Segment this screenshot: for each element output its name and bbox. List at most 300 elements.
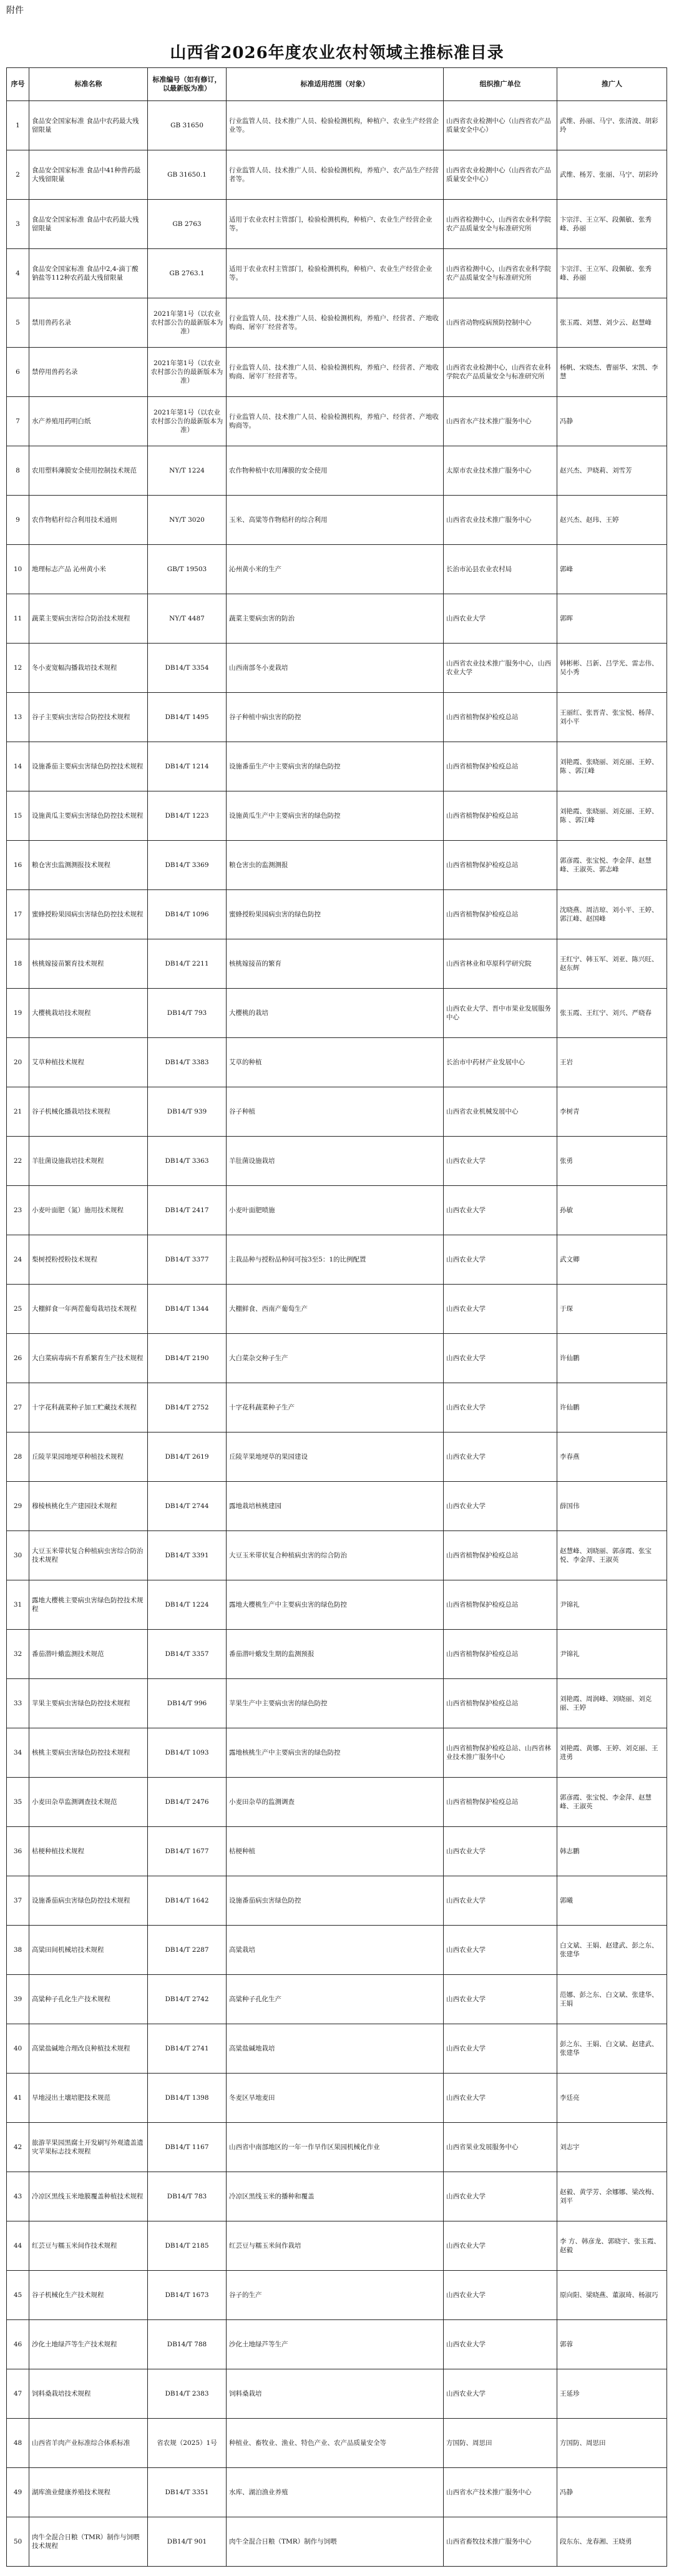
cell-no: 24 xyxy=(7,1235,29,1285)
table-row xyxy=(7,841,667,890)
table-row xyxy=(7,545,667,594)
cell-people: 郭彦霞、张宝悦、李金萍、赵慧峰、王淑英、郭志峰 xyxy=(557,841,667,890)
cell-unit: 太原市农业技术推广服务中心 xyxy=(444,446,557,496)
cell-scope: 肉牛全混合日粮（TMR）制作与饲喂 xyxy=(227,2517,444,2567)
cell-unit: 山西农业大学 xyxy=(444,1432,557,1482)
cell-scope: 山西省中南部地区的一年一作旱作区果园机械化作业 xyxy=(227,2123,444,2172)
cell-unit: 山西农业大学 xyxy=(444,594,557,644)
header-no: 序号 xyxy=(7,68,29,101)
cell-people: 韩志鹏 xyxy=(557,1827,667,1876)
table-row xyxy=(7,693,667,742)
cell-no: 31 xyxy=(7,1580,29,1630)
table-row xyxy=(7,1975,667,2024)
cell-scope: 谷子的生产 xyxy=(227,2271,444,2320)
cell-no: 45 xyxy=(7,2271,29,2320)
cell-name: 小麦田杂草监测调查技术规范 xyxy=(29,1778,148,1827)
header-code: 标准编号（如有修订，以最新版为准） xyxy=(148,68,227,101)
table-row xyxy=(7,101,667,150)
cell-unit: 山西省农业检测中心（山西省农产品质量安全中心） xyxy=(444,101,557,150)
cell-unit: 山西农业大学 xyxy=(444,1482,557,1531)
cell-no: 32 xyxy=(7,1630,29,1679)
cell-code: DB14/T 2752 xyxy=(148,1383,227,1432)
cell-people: 李树青 xyxy=(557,1087,667,1137)
cell-scope: 冬麦区旱地麦田 xyxy=(227,2074,444,2123)
cell-unit: 山西省植物保护检疫总站 xyxy=(444,1778,557,1827)
cell-unit: 山西省植物保护检疫总站 xyxy=(444,1580,557,1630)
cell-scope: 主栽品种与授粉品种间可按3至5：1的比例配置 xyxy=(227,1235,444,1285)
cell-no: 12 xyxy=(7,644,29,693)
table-row xyxy=(7,1334,667,1383)
cell-people: 郭晖 xyxy=(557,594,667,644)
cell-people: 尹锦礼 xyxy=(557,1580,667,1630)
table-row xyxy=(7,1630,667,1679)
cell-scope: 露地栽培核桃建园 xyxy=(227,1482,444,1531)
cell-code: GB 2763 xyxy=(148,200,227,249)
cell-unit: 山西农业大学 xyxy=(444,1876,557,1926)
cell-people: 郭彦霞、张宝悦、李金萍、赵慧峰、王淑英 xyxy=(557,1778,667,1827)
cell-scope: 适用于农业农村主管部门，检验检测机构，种植户、农业生产经营企业等。 xyxy=(227,200,444,249)
cell-unit: 山西省水产技术推广服务中心 xyxy=(444,2468,557,2517)
cell-unit: 山西农业大学 xyxy=(444,1186,557,1235)
table-row xyxy=(7,1383,667,1432)
cell-no: 26 xyxy=(7,1334,29,1383)
cell-no: 38 xyxy=(7,1926,29,1975)
table-row xyxy=(7,1285,667,1334)
cell-people: 王丽红、张晋青、张宝悦、杨萍、刘小平 xyxy=(557,693,667,742)
cell-unit: 山西省农业技术推广服务中心 xyxy=(444,496,557,545)
cell-unit: 山西农业大学 xyxy=(444,2074,557,2123)
table-row xyxy=(7,890,667,939)
cell-no: 8 xyxy=(7,446,29,496)
cell-name: 穆棱核桃化生产建园技术规程 xyxy=(29,1482,148,1531)
cell-people: 于琛 xyxy=(557,1285,667,1334)
cell-people: 武维、杨芳、张丽、马宁、胡彩玲 xyxy=(557,150,667,200)
table-row xyxy=(7,594,667,644)
cell-code: DB14/T 2287 xyxy=(148,1926,227,1975)
cell-people: 李廷亮 xyxy=(557,2074,667,2123)
cell-people: 王红宁、韩玉军、刘亚、陈兴旺、赵东辉 xyxy=(557,939,667,989)
cell-scope: 饲料桑栽培 xyxy=(227,2369,444,2419)
cell-no: 41 xyxy=(7,2074,29,2123)
cell-name: 农用塑料薄膜安全使用控制技术规范 xyxy=(29,446,148,496)
table-row xyxy=(7,348,667,397)
cell-code: DB14/T 3377 xyxy=(148,1235,227,1285)
cell-code: DB14/T 3351 xyxy=(148,2468,227,2517)
cell-no: 43 xyxy=(7,2172,29,2221)
cell-code: DB14/T 2741 xyxy=(148,2024,227,2074)
cell-no: 9 xyxy=(7,496,29,545)
cell-unit: 山西省农业检测中心，山西省农业科学院农产品质量安全与标准研究所 xyxy=(444,348,557,397)
cell-name: 羊肚菌设施栽培技术规程 xyxy=(29,1137,148,1186)
cell-name: 设施番茄主要病虫害绿色防控技术规程 xyxy=(29,742,148,791)
cell-unit: 山西省林业和草原科学研究院 xyxy=(444,939,557,989)
table-header-row xyxy=(7,68,667,101)
table-row xyxy=(7,298,667,348)
cell-name: 沙化土地绿芦等生产技术规程 xyxy=(29,2320,148,2369)
cell-name: 核桃主要病虫害绿色防控技术规程 xyxy=(29,1728,148,1778)
cell-no: 40 xyxy=(7,2024,29,2074)
cell-people: 尹锦礼 xyxy=(557,1630,667,1679)
cell-no: 6 xyxy=(7,348,29,397)
cell-scope: 农作物种植中农用薄膜的安全使用 xyxy=(227,446,444,496)
cell-people: 武维、孙丽、马宁、张清波、胡彩玲 xyxy=(557,101,667,150)
cell-no: 39 xyxy=(7,1975,29,2024)
table-row xyxy=(7,150,667,200)
cell-unit: 山西农业大学 xyxy=(444,1334,557,1383)
cell-unit: 山西农业大学 xyxy=(444,2271,557,2320)
cell-no: 21 xyxy=(7,1087,29,1137)
cell-unit: 山西农业大学 xyxy=(444,2320,557,2369)
cell-name: 食品安全国家标准 食品中41种兽药最大残留限量 xyxy=(29,150,148,200)
cell-scope: 谷子种植中病虫害的防控 xyxy=(227,693,444,742)
cell-name: 高粱田间机械培技术规程 xyxy=(29,1926,148,1975)
cell-people: 张玉霞、王红宁、刘兴、严晓春 xyxy=(557,989,667,1038)
table-row xyxy=(7,1038,667,1087)
cell-people: 冯静 xyxy=(557,397,667,446)
cell-name: 冬小麦宽幅沟播栽培技术规程 xyxy=(29,644,148,693)
cell-name: 大樱桃栽培技术规程 xyxy=(29,989,148,1038)
cell-people: 郭蓉 xyxy=(557,2320,667,2369)
cell-code: DB14/T 2190 xyxy=(148,1334,227,1383)
cell-people: 范娜、彭之东、白文斌、张建华、王娟 xyxy=(557,1975,667,2024)
table-row xyxy=(7,2517,667,2567)
cell-people: 许仙鹏 xyxy=(557,1383,667,1432)
cell-code: DB14/T 1223 xyxy=(148,791,227,841)
cell-name: 旅游苹果园黑腐土开发刷写外观遗盖遗灾苹果标志技术规程 xyxy=(29,2123,148,2172)
table-row xyxy=(7,2419,667,2468)
cell-name: 地理标志产品 沁州黄小米 xyxy=(29,545,148,594)
cell-no: 10 xyxy=(7,545,29,594)
cell-code: GB 2763.1 xyxy=(148,249,227,298)
cell-scope: 红芸豆与糯玉米间作栽培 xyxy=(227,2221,444,2271)
table-row xyxy=(7,1432,667,1482)
cell-unit: 山西省农业机械发展中心 xyxy=(444,1087,557,1137)
table-row xyxy=(7,644,667,693)
table-row xyxy=(7,2221,667,2271)
cell-people: 刘艳霞、张晓丽、刘克丽、王婷、陈 、郭江峰 xyxy=(557,742,667,791)
cell-unit: 方国防、周思田 xyxy=(444,2419,557,2468)
cell-unit: 山西省植物保护检疫总站、山西省林业技术推广服务中心 xyxy=(444,1728,557,1778)
table-row xyxy=(7,1679,667,1728)
cell-unit: 山西农业大学 xyxy=(444,2172,557,2221)
cell-scope: 小麦田杂草的监测调查 xyxy=(227,1778,444,1827)
cell-scope: 高粱栽培 xyxy=(227,1926,444,1975)
table-row xyxy=(7,496,667,545)
cell-scope: 适用于农业农村主管部门，检验检测机构，种植户、农业生产经营企业等。 xyxy=(227,249,444,298)
table-row xyxy=(7,1186,667,1235)
cell-no: 30 xyxy=(7,1531,29,1580)
cell-code: DB14/T 1093 xyxy=(148,1728,227,1778)
cell-code: DB14/T 3383 xyxy=(148,1038,227,1087)
cell-people: 沈晓燕、周洁琼、刘小平、王婷、郭江峰、赵国峰 xyxy=(557,890,667,939)
cell-no: 23 xyxy=(7,1186,29,1235)
cell-code: NY/T 4487 xyxy=(148,594,227,644)
cell-scope: 行业监管人员、技术推广人员、检验检测机构，养殖户、农产品生产经营者等。 xyxy=(227,150,444,200)
cell-people: 张勇 xyxy=(557,1137,667,1186)
cell-code: DB14/T 1642 xyxy=(148,1876,227,1926)
cell-no: 3 xyxy=(7,200,29,249)
cell-scope: 大樱桃的栽培 xyxy=(227,989,444,1038)
table-row xyxy=(7,1827,667,1876)
table-row xyxy=(7,1876,667,1926)
cell-scope: 露地大樱桃生产中主要病虫害的绿色防控 xyxy=(227,1580,444,1630)
cell-people: 王岩 xyxy=(557,1038,667,1087)
cell-code: DB14/T 939 xyxy=(148,1087,227,1137)
table-row xyxy=(7,791,667,841)
cell-unit: 山西省植物保护检疫总站 xyxy=(444,1679,557,1728)
table-row xyxy=(7,2074,667,2123)
cell-code: DB14/T 1214 xyxy=(148,742,227,791)
cell-name: 山西省羊肉产业标准综合体系标准 xyxy=(29,2419,148,2468)
cell-name: 食品安全国家标准 食品中农药最大残留限量 xyxy=(29,101,148,150)
cell-name: 农作物秸秆综合利用技术通则 xyxy=(29,496,148,545)
cell-code: DB14/T 2476 xyxy=(148,1778,227,1827)
cell-name: 设施黄瓜主要病虫害绿色防控技术规程 xyxy=(29,791,148,841)
table-row xyxy=(7,2123,667,2172)
cell-scope: 高粱盐碱地栽培 xyxy=(227,2024,444,2074)
cell-code: DB14/T 788 xyxy=(148,2320,227,2369)
cell-people: 许仙鹏 xyxy=(557,1334,667,1383)
cell-name: 露地大樱桃主要病虫害绿色防控技术规程 xyxy=(29,1580,148,1630)
cell-code: DB14/T 3357 xyxy=(148,1630,227,1679)
cell-name: 十字花科蔬菜种子加工贮藏技术规程 xyxy=(29,1383,148,1432)
cell-no: 7 xyxy=(7,397,29,446)
cell-unit: 山西农业大学 xyxy=(444,1975,557,2024)
cell-unit: 长治市中药材产业发展中心 xyxy=(444,1038,557,1087)
cell-name: 蜜蜂授粉果园病虫害绿色防控技术规程 xyxy=(29,890,148,939)
cell-unit: 长治市沁县农业农村局 xyxy=(444,545,557,594)
cell-no: 36 xyxy=(7,1827,29,1876)
table-row xyxy=(7,742,667,791)
cell-name: 旱地浸出土壤培肥技术规范 xyxy=(29,2074,148,2123)
cell-unit: 山西农业大学、晋中市果业发展服务中心 xyxy=(444,989,557,1038)
cell-no: 37 xyxy=(7,1876,29,1926)
cell-scope: 番茄潜叶蛾发生期的监测预报 xyxy=(227,1630,444,1679)
cell-name: 谷子主要病虫害综合防控技术规程 xyxy=(29,693,148,742)
cell-people: 刘艳霞、周润峰、刘晓丽、刘克丽、王婷 xyxy=(557,1679,667,1728)
cell-name: 枯梗种植技术规程 xyxy=(29,1827,148,1876)
cell-no: 34 xyxy=(7,1728,29,1778)
cell-people: 段东东、龙春湘、王晓勇 xyxy=(557,2517,667,2567)
cell-people: 刘艳霞、黄娜、王婷、刘克丽、王进勇 xyxy=(557,1728,667,1778)
cell-name: 艾草种植技术规程 xyxy=(29,1038,148,1087)
cell-name: 核桃嫁接苗繁育技术规程 xyxy=(29,939,148,989)
cell-no: 29 xyxy=(7,1482,29,1531)
cell-people: 郭峰 xyxy=(557,545,667,594)
table-row xyxy=(7,446,667,496)
cell-scope: 行业监管人员、技术推广人员、检验检测机构，种植户、农业生产经营企业等。 xyxy=(227,101,444,150)
table-row xyxy=(7,1728,667,1778)
cell-people: 赵慧峰、刘晓丽、郭彦霞、张宝悦、李金萍、王淑英 xyxy=(557,1531,667,1580)
cell-name: 丘陵苹果园地埂草种植技术规程 xyxy=(29,1432,148,1482)
cell-no: 35 xyxy=(7,1778,29,1827)
cell-code: DB14/T 2742 xyxy=(148,1975,227,2024)
cell-unit: 山西农业大学 xyxy=(444,2024,557,2074)
cell-name: 高粱种子孔化生产技术规程 xyxy=(29,1975,148,2024)
table-row xyxy=(7,989,667,1038)
cell-unit: 山西省植物保护检疫总站 xyxy=(444,1531,557,1580)
cell-unit: 山西省植物保护检疫总站 xyxy=(444,791,557,841)
cell-name: 苹果主要病虫害绿色防控技术规程 xyxy=(29,1679,148,1728)
cell-people: 赵兴杰、尹晓莉、刘雪芳 xyxy=(557,446,667,496)
cell-code: DB14/T 901 xyxy=(148,2517,227,2567)
cell-scope: 艾草的种植 xyxy=(227,1038,444,1087)
cell-no: 49 xyxy=(7,2468,29,2517)
cell-code: DB14/T 1096 xyxy=(148,890,227,939)
cell-code: GB 31650 xyxy=(148,101,227,150)
cell-name: 高粱盐碱地合理改良种植技术规程 xyxy=(29,2024,148,2074)
cell-code: 2021年第1号（以农业农村部公告的最新版本为准） xyxy=(148,298,227,348)
header-name: 标准名称 xyxy=(29,68,148,101)
cell-code: DB14/T 793 xyxy=(148,989,227,1038)
cell-no: 4 xyxy=(7,249,29,298)
table-row xyxy=(7,397,667,446)
cell-name: 冷凉区黑线玉米地膜覆盖种植技术规程 xyxy=(29,2172,148,2221)
cell-scope: 苹果生产中主要病虫害的绿色防控 xyxy=(227,1679,444,1728)
cell-unit: 山西省检测中心，山西省农业科学院农产品质量安全与标准研究所 xyxy=(444,249,557,298)
cell-code: 2021年第1号（以农业农村部公告的最新版本为准） xyxy=(148,348,227,397)
table-row xyxy=(7,939,667,989)
cell-people: 彭之东、王娟、白文斌、赵建武、张建华 xyxy=(557,2024,667,2074)
cell-unit: 山西省植物保护检疫总站 xyxy=(444,742,557,791)
table-body xyxy=(7,101,667,2567)
cell-people: 原向阳、梁晓燕、董淑琦、杨淑巧 xyxy=(557,2271,667,2320)
cell-scope: 大白菜杂交种子生产 xyxy=(227,1334,444,1383)
table-row xyxy=(7,1235,667,1285)
cell-no: 5 xyxy=(7,298,29,348)
cell-unit: 山西农业大学 xyxy=(444,1285,557,1334)
cell-code: 2021年第1号（以农业农村部公告的最新版本为准） xyxy=(148,397,227,446)
cell-scope: 核桃嫁接苗的繁育 xyxy=(227,939,444,989)
cell-no: 11 xyxy=(7,594,29,644)
cell-scope: 行业监管人员、技术推广人员、检验检测机构，养殖户、经营者、产地收购商等。 xyxy=(227,397,444,446)
table-row xyxy=(7,1531,667,1580)
cell-scope: 设施黄瓜生产中主要病虫害的绿色防控 xyxy=(227,791,444,841)
cell-scope: 十字花科蔬菜种子生产 xyxy=(227,1383,444,1432)
cell-no: 48 xyxy=(7,2419,29,2468)
cell-scope: 大豆玉米带状复合种植病虫害的综合防治 xyxy=(227,1531,444,1580)
cell-no: 18 xyxy=(7,939,29,989)
cell-scope: 水库、湖泊渔业养殖 xyxy=(227,2468,444,2517)
cell-code: DB14/T 3369 xyxy=(148,841,227,890)
cell-people: 白文斌、王娟、赵建武、彭之东、张建华 xyxy=(557,1926,667,1975)
cell-code: DB14/T 2211 xyxy=(148,939,227,989)
table-row xyxy=(7,2369,667,2419)
cell-people: 郭曦 xyxy=(557,1876,667,1926)
cell-people: 刘艳霞、张晓丽、刘克丽、王婷、陈 、郭江峰 xyxy=(557,791,667,841)
cell-name: 水产养殖用药明白纸 xyxy=(29,397,148,446)
cell-scope: 小麦叶面肥喷施 xyxy=(227,1186,444,1235)
cell-name: 梨树授粉授粉技术规程 xyxy=(29,1235,148,1285)
table-row xyxy=(7,249,667,298)
cell-code: DB14/T 1344 xyxy=(148,1285,227,1334)
cell-name: 食品安全国家标准 食品中农药最大残留限量 xyxy=(29,200,148,249)
table-row xyxy=(7,1137,667,1186)
table-row xyxy=(7,1926,667,1975)
cell-no: 46 xyxy=(7,2320,29,2369)
cell-scope: 露地核桃生产中主要病虫害的绿色防控 xyxy=(227,1728,444,1778)
cell-scope: 谷子种植 xyxy=(227,1087,444,1137)
cell-code: DB14/T 3391 xyxy=(148,1531,227,1580)
table-row xyxy=(7,2271,667,2320)
cell-name: 禁停用兽药名录 xyxy=(29,348,148,397)
cell-code: DB14/T 1677 xyxy=(148,1827,227,1876)
cell-people: 武文卿 xyxy=(557,1235,667,1285)
cell-people: 赵毅、黄学芳、余娜娜、梁改梅、刘平 xyxy=(557,2172,667,2221)
table-row xyxy=(7,1778,667,1827)
cell-no: 22 xyxy=(7,1137,29,1186)
cell-code: DB14/T 2417 xyxy=(148,1186,227,1235)
attachment-label: 附件 xyxy=(6,6,24,16)
cell-unit: 山西省植物保护检疫总站 xyxy=(444,693,557,742)
cell-name: 食品安全国家标准 食品中2,4-滴丁酸钠盐等112种农药最大残留限量 xyxy=(29,249,148,298)
cell-people: 韩彬彬、吕新、吕学光、雷志伟、吴小秀 xyxy=(557,644,667,693)
cell-name: 小麦叶面肥（氮）施用技术规程 xyxy=(29,1186,148,1235)
cell-unit: 山西省植物保护检疫总站 xyxy=(444,1630,557,1679)
cell-people: 孙敏 xyxy=(557,1186,667,1235)
cell-unit: 山西农业大学 xyxy=(444,1383,557,1432)
table-row xyxy=(7,2024,667,2074)
table-row xyxy=(7,1087,667,1137)
cell-people: 王延珍 xyxy=(557,2369,667,2419)
cell-scope: 粮仓害虫的监测测报 xyxy=(227,841,444,890)
cell-unit: 山西省植物保护检疫总站 xyxy=(444,841,557,890)
cell-people: 刘志宇 xyxy=(557,2123,667,2172)
cell-code: DB14/T 996 xyxy=(148,1679,227,1728)
cell-scope: 蜜蜂授粉果园病虫害的绿色防控 xyxy=(227,890,444,939)
cell-name: 谷子机械化生产技术规程 xyxy=(29,2271,148,2320)
cell-scope: 玉米、高粱等作物秸秆的综合利用 xyxy=(227,496,444,545)
cell-no: 28 xyxy=(7,1432,29,1482)
table-row xyxy=(7,2172,667,2221)
cell-no: 20 xyxy=(7,1038,29,1087)
cell-unit: 山西省畜牧技术推广服务中心 xyxy=(444,2517,557,2567)
cell-no: 13 xyxy=(7,693,29,742)
cell-unit: 山西省农业检测中心（山西省农产品质量安全中心） xyxy=(444,150,557,200)
cell-code: DB14/T 783 xyxy=(148,2172,227,2221)
cell-name: 设施番茄病虫害绿色防控技术规程 xyxy=(29,1876,148,1926)
cell-code: DB14/T 1673 xyxy=(148,2271,227,2320)
cell-no: 15 xyxy=(7,791,29,841)
cell-no: 2 xyxy=(7,150,29,200)
cell-code: DB14/T 1224 xyxy=(148,1580,227,1630)
header-unit: 组织推广单位 xyxy=(444,68,557,101)
cell-people: 张玉霞、刘慧、刘少云、赵慧峰 xyxy=(557,298,667,348)
cell-no: 1 xyxy=(7,101,29,150)
cell-name: 大白菜病毒病不育系繁育生产技术规程 xyxy=(29,1334,148,1383)
cell-scope: 大棚鲜食、西南产葡萄生产 xyxy=(227,1285,444,1334)
cell-name: 大棚鲜食一年两茬葡萄栽培技术规程 xyxy=(29,1285,148,1334)
cell-people: 赵兴杰、赵玮、王婷 xyxy=(557,496,667,545)
cell-name: 红芸豆与糯玉米间作技术规程 xyxy=(29,2221,148,2271)
cell-unit: 山西农业大学 xyxy=(444,2369,557,2419)
cell-unit: 山西农业大学 xyxy=(444,1137,557,1186)
cell-scope: 山西南部冬小麦栽培 xyxy=(227,644,444,693)
cell-people: 方国防、周思田 xyxy=(557,2419,667,2468)
cell-unit: 山西省检测中心，山西省农业科学院农产品质量安全与标准研究所 xyxy=(444,200,557,249)
cell-name: 饲料桑栽培技术规程 xyxy=(29,2369,148,2419)
cell-scope: 设施番茄病虫害绿色防控 xyxy=(227,1876,444,1926)
cell-name: 大豆玉米带状复合种植病虫害综合防治技术规程 xyxy=(29,1531,148,1580)
cell-scope: 行业监管人员、技术推广人员、检验检测机构，养殖户、经营者、产地收购商、屠宰厂经营者等。 xyxy=(227,298,444,348)
cell-no: 16 xyxy=(7,841,29,890)
cell-no: 33 xyxy=(7,1679,29,1728)
cell-unit: 山西省植物保护检疫总站 xyxy=(444,890,557,939)
cell-people: 卞宗洋、王立军、段佩敏、张秀峰、孙丽 xyxy=(557,249,667,298)
cell-no: 42 xyxy=(7,2123,29,2172)
cell-code: DB14/T 2619 xyxy=(148,1432,227,1482)
cell-people: 薛国伟 xyxy=(557,1482,667,1531)
